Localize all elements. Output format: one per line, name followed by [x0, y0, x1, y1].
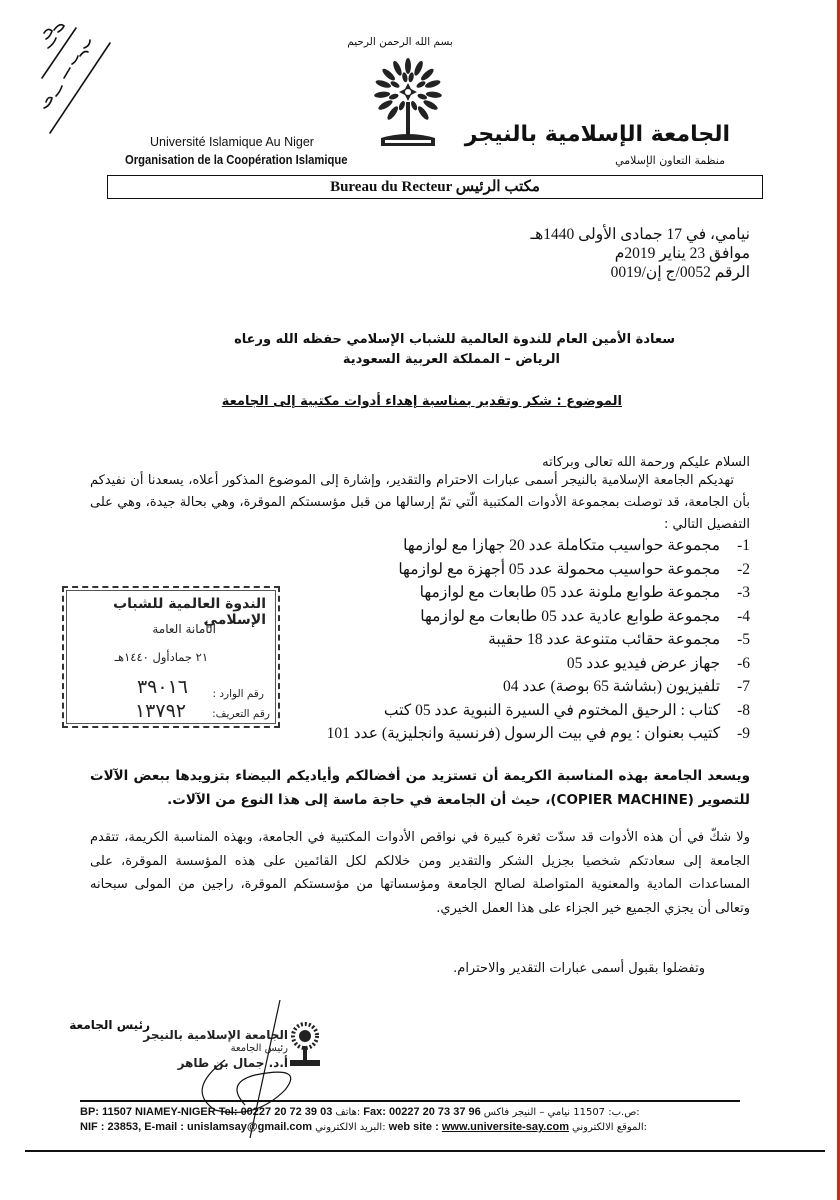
gregorian-date: موافق 23 يناير 2019م — [614, 245, 750, 262]
reference-number: الرقم 0052/ج إن/0019 — [610, 264, 750, 281]
greeting: السلام عليكم ورحمة الله تعالى وبركاته — [542, 455, 750, 470]
list-item: 7- تلفيزيون (بشاشة 65 بوصة) عدد 04 — [502, 678, 750, 695]
list-item: 4- مجموعة طوابع عادية عدد 05 طابعات مع لوازمها — [420, 607, 750, 625]
footer-bottom-rule — [25, 1150, 825, 1152]
list-item: 5- مجموعة حقائب متنوعة عدد 18 حقيبة — [488, 631, 750, 648]
stamp-signatory-name: أ.د. جمال بن طاهر — [177, 1056, 288, 1070]
organization-name-fr: Organisation de la Coopération Islamique — [125, 153, 348, 167]
footer-fax: Fax: 00227 20 73 37 96 — [363, 1106, 481, 1118]
letter-subject: الموضوع : شكر وتقدير بمناسبة إهداء أدوات مكتبية إلى الجامعة — [221, 394, 622, 409]
university-name-ar: الجامعة الإسلامية بالنيجر — [464, 122, 730, 147]
stamp-department: الأمانة العامة — [152, 622, 216, 636]
footer-line-1: BP: 11507 NIAMEY-NIGER Tel: 00227 20 72 39 03 هاتف: Fax: 00227 20 73 37 96 ص.ب: 11507 نيامي – النيجر فاكس: — [80, 1106, 640, 1118]
footer-email: NIF : 23853, E-mail : unislamsay@gmail.com — [80, 1121, 313, 1133]
footer-address-ar: ص.ب: 11507 نيامي – النيجر فاكس: — [483, 1107, 640, 1118]
university-name-fr: Université Islamique Au Niger — [150, 135, 314, 149]
university-logo-icon — [373, 54, 443, 154]
signatory-title: رئيس الجامعة — [69, 1018, 150, 1032]
paragraph-intro — [90, 470, 750, 536]
organization-name-ar: منظمة التعاون الإسلامي — [615, 154, 725, 167]
list-item: 6- جهاز عرض فيديو عدد 05 — [566, 654, 750, 672]
footer-top-rule — [80, 1100, 740, 1102]
paragraph-request: ويسعد الجامعة بهذه المناسبة الكريمة أن تستزيد من أفضالكم وأياديكم البيضاء بتزويدها ببعض الآلات للتصوير (COPIER MACHINE)، حيث أن الجامعة في حاجة ماسة إلى هذا النوع من الآلات. — [90, 768, 750, 808]
stamp-university: الجامعة الإسلامية بالنيجر — [143, 1028, 288, 1042]
addressee-title: سعادة الأمين العام للندوة العالمية للشباب الإسلامي حفظه الله ورعاه — [234, 332, 675, 347]
stamp-role: رئيس الجامعة — [230, 1043, 288, 1054]
list-item: 8- كتاب : الرحيق المختوم في السيرة النبوية عدد 05 كتب — [383, 701, 750, 719]
list-item: 2- مجموعة حواسيب محمولة عدد 05 أجهزة مع لوازمها — [398, 560, 750, 578]
list-item: 1- مجموعة حواسيب متكاملة عدد 20 جهازا مع لوازمها — [403, 537, 750, 554]
handwritten-annotation — [14, 8, 124, 138]
office-banner: Bureau du Recteur مكتب الرئيس — [107, 175, 763, 199]
footer-line-2: NIF : 23853, E-mail : unislamsay@gmail.com البريد الالكتروني: web site : www.universite-say.com الموقع الالكتروني: — [80, 1121, 648, 1133]
donated-items-list — [310, 534, 750, 746]
paragraph-intro-text: تهديكم الجامعة الإسلامية بالنيجر أسمى عبارات الاحترام والتقدير، وإشارة إلى الموضوع المذكور أعلاه، يسعدنا أن نفيدكم بأن الجامعة، قد توصلت بمجموعة الأدوات المكتبية الّتي تمّ إرسالها من قبل مؤسستكم الموقرة، وهي بحالة جيدة، وهي على التفصيل التالي : — [90, 473, 750, 532]
footer-address-en: BP: 11507 NIAMEY-NIGER Tel: 00227 20 72 39 03 — [80, 1106, 333, 1118]
stamp-incoming-number: ٣٩٠١٦ — [136, 676, 188, 698]
hijri-date: نيامي، في 17 جمادى الأولى 1440هـ — [530, 226, 750, 243]
stamp-date: ٢١ جمادأول ١٤٤٠هـ — [114, 650, 208, 664]
addressee-location: الرياض – المملكة العربية السعودية — [342, 352, 560, 367]
list-item: 9- كتيب بعنوان : يوم في بيت الرسول (فرنسية وانجليزية) عدد 101 — [326, 725, 750, 742]
handwritten-signature — [165, 1000, 325, 1140]
received-stamp — [62, 586, 280, 728]
stamp-id-number: ١٣٧٩٢ — [134, 700, 186, 722]
stamp-incoming-label: رقم الوارد : — [212, 688, 264, 700]
closing-line: وتفضلوا بقبول أسمى عبارات التقدير والاحترام. — [453, 961, 705, 976]
paragraph-thanks: ولا شكّ في أن هذه الأدوات قد سدّت ثغرة كبيرة في نواقص الأدوات المكتبية في الجامعة، وبهذه المناسبة الكريمة، تتقدم الجامعة إلى سعادتكم شخصيا بجزيل الشكر والتقدير ومن خلالكم لكل القائمين على هذه المؤسسة الموقرة، على المساعدات المادية والمعنوية المتواصلة لصالح الجامعة ومؤسساتها من مؤسستكم الموقرة، راجين من المولى سبحانه وتعالى أن يجزي الجميع خير الجزاء على هذا العمل الخيري. — [90, 830, 750, 916]
basmala: بسم الله الرحمن الرحيم — [347, 36, 453, 48]
dateline — [531, 225, 750, 282]
stamp-organization: الندوة العالمية للشباب الإسلامي — [113, 596, 266, 628]
stamp-id-label: رقم التعريف: — [212, 708, 270, 720]
list-item: 3- مجموعة طوابع ملونة عدد 05 طابعات مع لوازمها — [419, 584, 750, 601]
website-link[interactable]: www.universite-say.com — [441, 1121, 569, 1133]
